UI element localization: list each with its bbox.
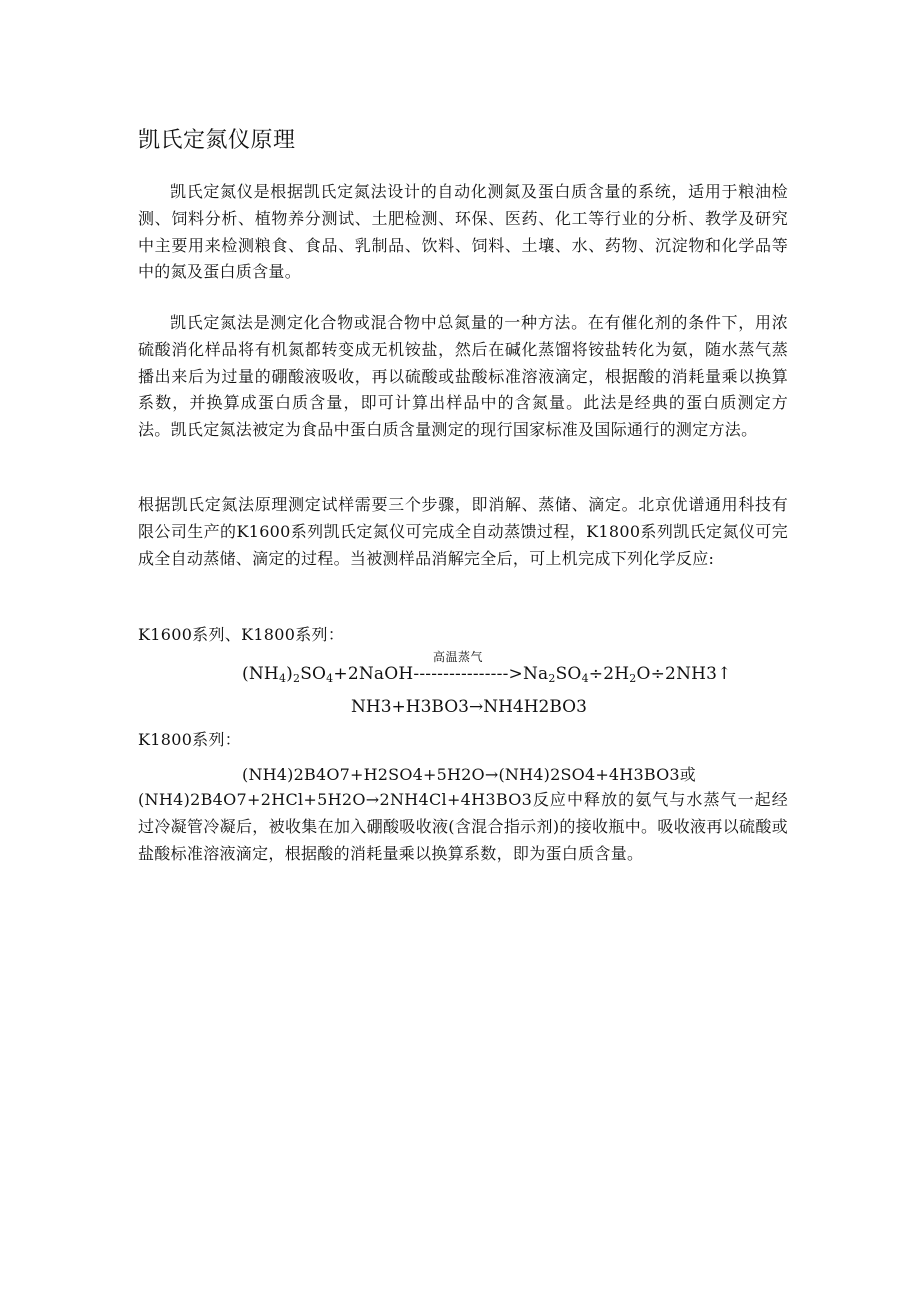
conclusion-paragraph: (NH4)2B4O7+2HCl+5H2O→2NH4Cl+4H3BO3反应中释放的氨气与水蒸气一起经过冷凝管冷凝后，被收集在加入硼酸吸收液(含混合指示剂)的接收瓶中。吸收液再以硫酸或盐酸标准溶液滴定，根据酸的消耗量乘以换算系数，即为蛋白质含量。 xyxy=(138,790,788,863)
equation-absorption: NH3+H3BO3→NH4H2BO3 xyxy=(351,697,587,717)
reaction-condition-label: 高温蒸气 xyxy=(433,650,484,664)
equation-titration: (NH4)2B4O7+H2SO4+5H2O→(NH4)2SO4+4H3BO3或 xyxy=(242,765,696,784)
series-label-both: K1600系列、K1800系列： xyxy=(138,625,345,644)
series-label-k1800: K1800系列： xyxy=(138,730,242,749)
steps-paragraph: 根据凯氏定氮法原理测定试样需要三个步骤，即消解、蒸储、滴定。北京优谱通用科技有限公司生产的K1600系列凯氏定氮仪可完成全自动蒸馈过程，K1800系列凯氏定氮仪可完成全自动蒸储、滴定的过程。当被测样品消解完全后，可上机完成下列化学反应: xyxy=(138,495,788,568)
method-paragraph: 凯氏定氮法是测定化合物或混合物中总氮量的一种方法。在有催化剂的条件下，用浓硫酸消化样品将有机氮都转变成无机铵盐，然后在碱化蒸馏将铵盐转化为氨，随水蒸气蒸播出来后为过量的硼酸液吸收，再以硫酸或盐酸标准溶液滴定，根据酸的消耗量乘以换算系数，并换算成蛋白质含量，即可计算出样品中的含氮量。此法是经典的蛋白质测定方法。凯氏定氮法被定为食品中蛋白质含量测定的现行国家标准及国际通行的测定方法。 xyxy=(138,313,788,440)
page-title: 凯氏定氮仪原理 xyxy=(138,128,296,153)
intro-paragraph: 凯氏定氮仪是根据凯氏定氮法设计的自动化测氮及蛋白质含量的系统，适用于粮油检测、饲料分析、植物养分测试、土肥检测、环保、医药、化工等行业的分析、教学及研究中主要用来检测粮食、食品、乳制品、饮料、饲料、土壤、水、药物、沉淀物和化学品等中的氮及蛋白质含量。 xyxy=(138,182,788,282)
equation-distillation: $(NH_4)_2SO_4+2NaOH---------------->Na_2SO_4\div 2H_2O\div 2NH3↑$ xyxy=(242,664,732,685)
